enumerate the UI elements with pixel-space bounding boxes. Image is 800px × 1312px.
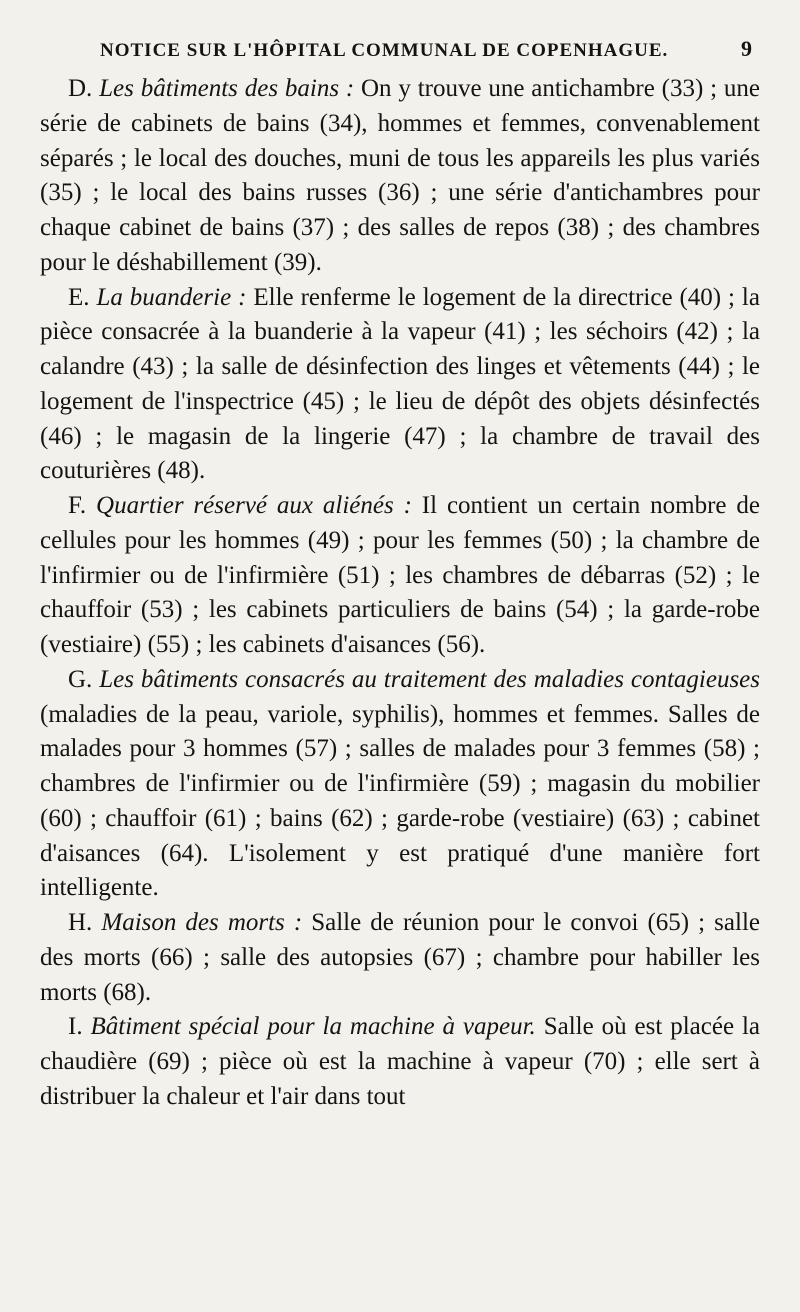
section-letter: H. [68, 909, 93, 936]
section-letter: I. [68, 1013, 83, 1041]
section-heading: La buanderie : [96, 283, 247, 311]
paragraph-text: On y trouve une antichambre (33) ; une série de cabinets de bains (34), hommes et femmes, convenablement séparés ; le local des douches, muni de tous les appareils les plus variés (35) ; le local des bains russes (36) ; une série d'antichambres pour chaque cabinet de bains (37) ; des salles de repos (38) ; des chambres pour le déshabillement (39). [40, 75, 760, 276]
running-header [100, 36, 752, 62]
paragraph-text: Elle renferme le logement de la directrice (40) ; la pièce consacrée à la buanderie à la vapeur (41) ; les séchoirs (42) ; la calandre (43) ; la salle de désinfection des linges et vêtements (44) ; le logement de l'inspectrice (45) ; le lieu de dépôt des objets désinfectés (46) ; le magasin de la lingerie (47) ; la chambre de travail des couturières (48). [40, 283, 760, 485]
section-heading: Les bâtiments consacrés au traitement des maladies contagieuses [99, 665, 761, 693]
page-number: 9 [741, 36, 752, 61]
page-body [40, 72, 760, 1115]
section-heading: Quartier réservé aux aliénés : [96, 492, 412, 519]
paragraph-i [40, 1010, 760, 1114]
paragraph-f [40, 489, 760, 663]
paragraph-g [40, 663, 760, 906]
section-heading: Maison des morts : [101, 909, 303, 936]
section-heading: Bâtiment spécial pour la machine à vapeur. [90, 1013, 536, 1041]
section-heading: Les bâtiments des bains : [99, 75, 355, 102]
paragraph-text: Il contient un certain nombre de cellules pour les hommes (49) ; pour les femmes (50) ; la chambre de l'infirmier ou de l'infirmière (51) ; les chambres de débarras (52) ; le chauffoir (53) ; les cabinets particuliers de bains (54) ; la garde-robe (vestiaire) (55) ; les cabinets d'aisances (56). [40, 492, 760, 658]
running-title: NOTICE SUR L'HÔPITAL COMMUNAL DE COPENHAGUE. [100, 40, 669, 61]
paragraph-text: (maladies de la peau, variole, syphilis), hommes et femmes. Salles de malades pour 3 hommes (57) ; salles de malades pour 3 femmes (58) ; chambres de l'infirmier ou de l'infirmière (59) ; magasin du mobilier (60) ; chauffoir (61) ; bains (62) ; garde-robe (vestiaire) (63) ; cabinet d'aisances (64). L'isolement y est pratiqué d'une manière fort intelligente. [40, 700, 760, 902]
section-letter: F. [68, 492, 87, 519]
section-letter: D. [68, 75, 93, 102]
section-letter: G. [68, 665, 93, 693]
paragraph-text: Salle où est placée la chaudière (69) ; pièce où est la machine à vapeur (70) ; elle sert à distribuer la chaleur et l'air dans tout [40, 1013, 761, 1110]
paragraph-text: Salle de réunion pour le convoi (65) ; salle des morts (66) ; salle des autopsies (67) ; chambre pour habiller les morts (68). [40, 909, 760, 1006]
paragraph-h [40, 906, 760, 1010]
paragraph-e [40, 281, 760, 490]
section-letter: E. [68, 283, 90, 311]
paragraph-d [40, 72, 760, 281]
